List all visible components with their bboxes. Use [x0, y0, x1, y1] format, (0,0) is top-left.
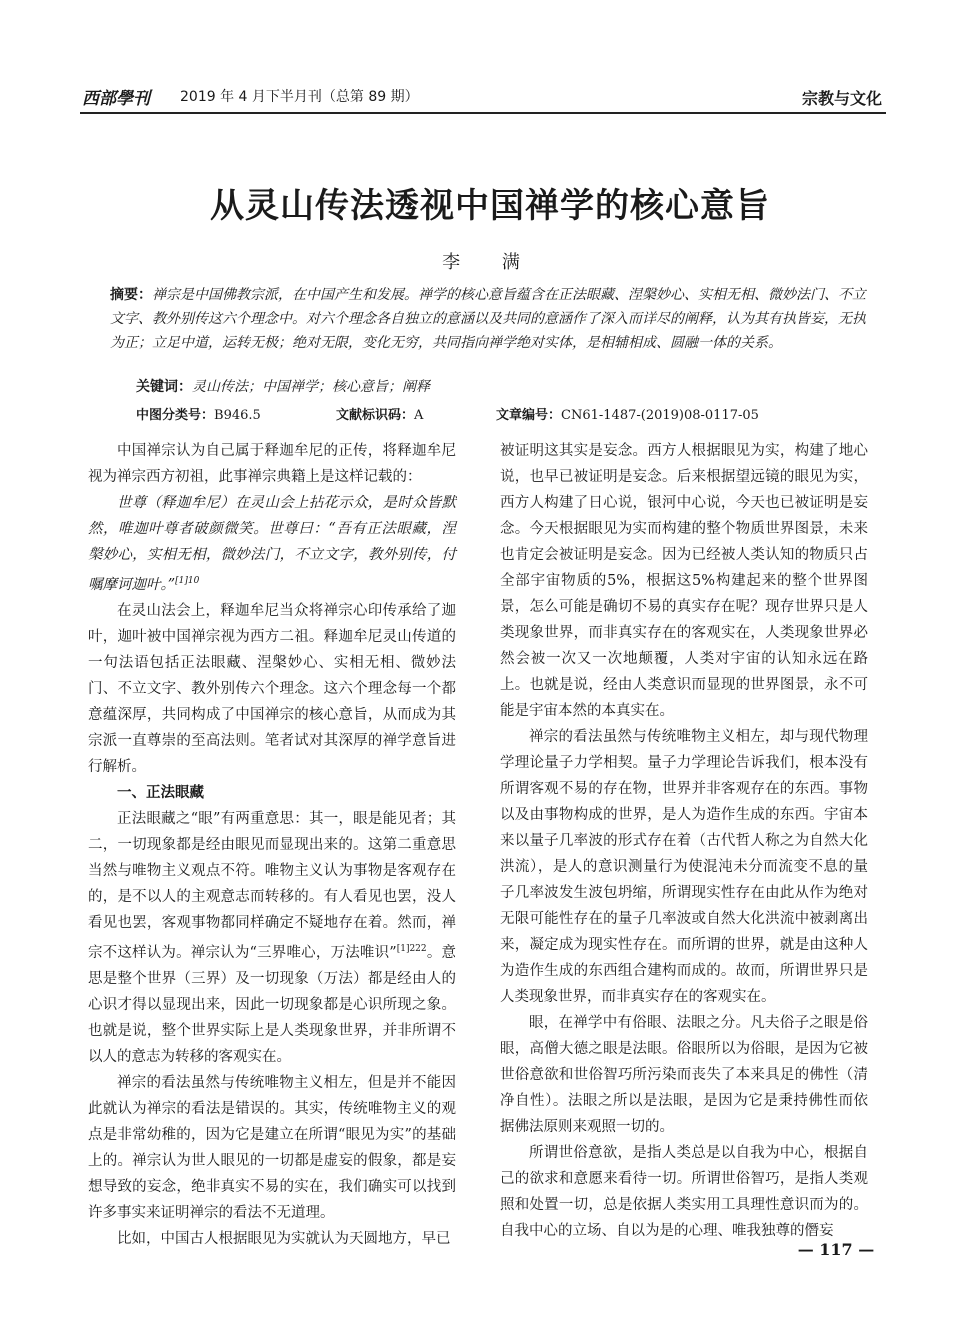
- body-paragraph: 眼，在禅学中有俗眼、法眼之分。凡夫俗子之眼是俗眼，高僧大德之眼是法眼。俗眼所以为俗眼，是因为它被世俗意欲和世俗智巧所污染而丧失了本来具足的佛性（清净自性）。法眼之所以是法眼，是因为它是秉持佛性而依据佛法原则来观照一切的。: [500, 1015, 868, 1135]
- abstract: [110, 283, 876, 355]
- citation-ref: [1]222: [396, 943, 427, 954]
- left-column: [88, 438, 456, 1252]
- citation-ref: [1]10: [175, 576, 200, 586]
- paragraph-text: 正法眼藏之“眼”有两重意思：其一，眼是能见者；其二，一切现象都是经由眼见而显现出来的。这第二重意思当然与唯物主义观点不符。唯物主义认为事物是客观存在的，是不以人的主观意志而转移的。有人看见也罢，没人看见也罢，客观事物都同样确定不疑地存在着。然而，禅宗不这样认为。禅宗认为“三界唯心，万法唯识”: [88, 810, 456, 961]
- body-paragraph: [88, 806, 456, 1070]
- abstract-text: 禅宗是中国佛教宗派，在中国产生和发展。禅学的核心意旨蕴含在正法眼藏、涅槃妙心、实相无相、微妙法门、不立文字、教外别传这六个理念中。对六个理念各自独立的意涵以及共同的意涵作了深入而详尽的阐释，认为其有执皆妄，无执为正；立足中道，运转无极；绝对无限，变化无穷，共同指向禅学绝对实体，是相辅相成、圆融一体的关系。: [110, 287, 866, 351]
- right-column: [500, 438, 868, 1244]
- doc-code-label: 文献标识码：: [336, 408, 415, 423]
- abstract-label: 摘要：: [110, 287, 152, 303]
- clc-label: 中图分类号：: [136, 408, 215, 423]
- page-number: — 117 —: [797, 1240, 875, 1259]
- journal-name: 西部學刊: [82, 89, 150, 109]
- article-title: 从灵山传法透视中国禅学的核心意旨: [210, 186, 770, 226]
- keywords-label: 关键词：: [136, 379, 192, 395]
- keywords: [136, 376, 876, 396]
- clc-value: B946.5: [214, 408, 261, 423]
- article-no-label: 文章编号：: [496, 408, 562, 423]
- keywords-text: 灵山传法；中国禅学；核心意旨；阐释: [192, 379, 430, 395]
- body-paragraph: 禅宗的看法虽然与传统唯物主义相左，却与现代物理学理论量子力学相契。量子力学理论告诉我们，根本没有所谓客观不易的存在物，世界并非客观存在的东西。事物以及由事物构成的世界，是人为造作生成的东西。宇宙本来以量子几率波的形式存在着（古代哲人称之为自然大化洪流），是人的意识测量行为使混沌未分而流变不息的量子几率波发生波包坍缩，所谓现实性存在由此从作为绝对无限可能性存在的量子几率波或自然大化洪流中被剥离出来，凝定成为现实性存在。而所谓的世界，就是由这种人为造作生成的东西组合建构而成的。故而，所谓世界只是人类现象世界，而非真实存在的客观实在。: [500, 729, 868, 1005]
- body-paragraph: 中国禅宗认为自己属于释迦牟尼的正传，将释迦牟尼视为禅宗西方初祖，此事禅宗典籍上是这样记载的：: [88, 443, 456, 485]
- body-paragraph: 比如，中国古人根据眼见为实就认为天圆地方，早已: [117, 1230, 451, 1247]
- scripture-quote: [88, 490, 456, 598]
- document-code: [336, 404, 423, 423]
- article-number: [496, 404, 759, 423]
- issue-info: 2019 年 4 月下半月刊（总第 89 期）: [180, 89, 419, 105]
- body-paragraph: 所谓世俗意欲，是指人类总是以自我为中心，根据自己的欲求和意愿来看待一切。所谓世俗智巧，是指人类观照和处置一切，总是依据人类实用工具理性意识而为的。自我中心的立场、自以为是的心理、唯我独尊的僭妄: [500, 1145, 868, 1239]
- paragraph-text: 。意思是整个世界（三界）及一切现象（万法）都是经由人的心识才得以显现出来，因此一切现象都是心识所现之象。也就是说，整个世界实际上是人类现象世界，并非所谓不以人的意志为转移的客观实在。: [88, 944, 457, 1065]
- author-name: 李 满: [442, 252, 538, 273]
- doc-code-value: A: [414, 408, 424, 423]
- body-paragraph: 被证明这其实是妄念。西方人根据眼见为实，构建了地心说，也早已被证明是妄念。后来根据望远镜的眼见为实，西方人构建了日心说，银河中心说，今天也已被证明是妄念。今天根据眼见为实而构建的整个物质世界图景，未来也肯定会被证明是妄念。因为已经被人类认知的物质只占全部宇宙物质的5%，根据这5%构建起来的整个世界图景，怎么可能是确切不易的真实存在呢？现存世界只是人类现象世界，而非真实存在的客观实在，人类现象世界必然会被一次又一次地颠覆，人类对宇宙的认知永远在路上。也就是说，经由人类意识而显现的世界图景，永不可能是宇宙本然的本真实在。: [500, 443, 868, 719]
- body-paragraph: 禅宗的看法虽然与传统唯物主义相左，但是并不能因此就认为禅宗的看法是错误的。其实，传统唯物主义的观点是非常幼稚的，因为它是建立在所谓“眼见为实”的基础上的。禅宗认为世人眼见的一切都是虚妄的假象，都是妄想导致的妄念，绝非真实不易的实在，我们确实可以找到许多事实来证明禅宗的看法不无道理。: [88, 1074, 456, 1221]
- running-header: [80, 82, 886, 114]
- body-paragraph: 在灵山法会上，释迦牟尼当众将禅宗心印传承给了迦叶，迦叶被中国禅宗视为西方二祖。释迦牟尼灵山传道的一句法语包括正法眼藏、涅槃妙心、实相无相、微妙法门、不立文字、教外别传六个理念。这六个理念每一个都意蕴深厚，共同构成了中国禅宗的核心意旨，从而成为其宗派一直尊崇的至高法则。笔者试对其深厚的禅学意旨进行解析。: [88, 602, 456, 775]
- section-heading: 一、正法眼藏: [117, 784, 204, 801]
- section-name: 宗教与文化: [801, 89, 882, 108]
- clc-number: [136, 404, 261, 423]
- quote-text: 世尊（释迦牟尼）在灵山会上拈花示众，是时众皆默然，唯迦叶尊者破颜微笑。世尊曰：“吾有正法眼藏，涅槃妙心，实相无相，微妙法门，不立文字，教外别传，付嘱摩诃迦叶。”: [88, 495, 456, 593]
- article-no-value: CN61-1487-(2019)08-0117-05: [561, 408, 759, 423]
